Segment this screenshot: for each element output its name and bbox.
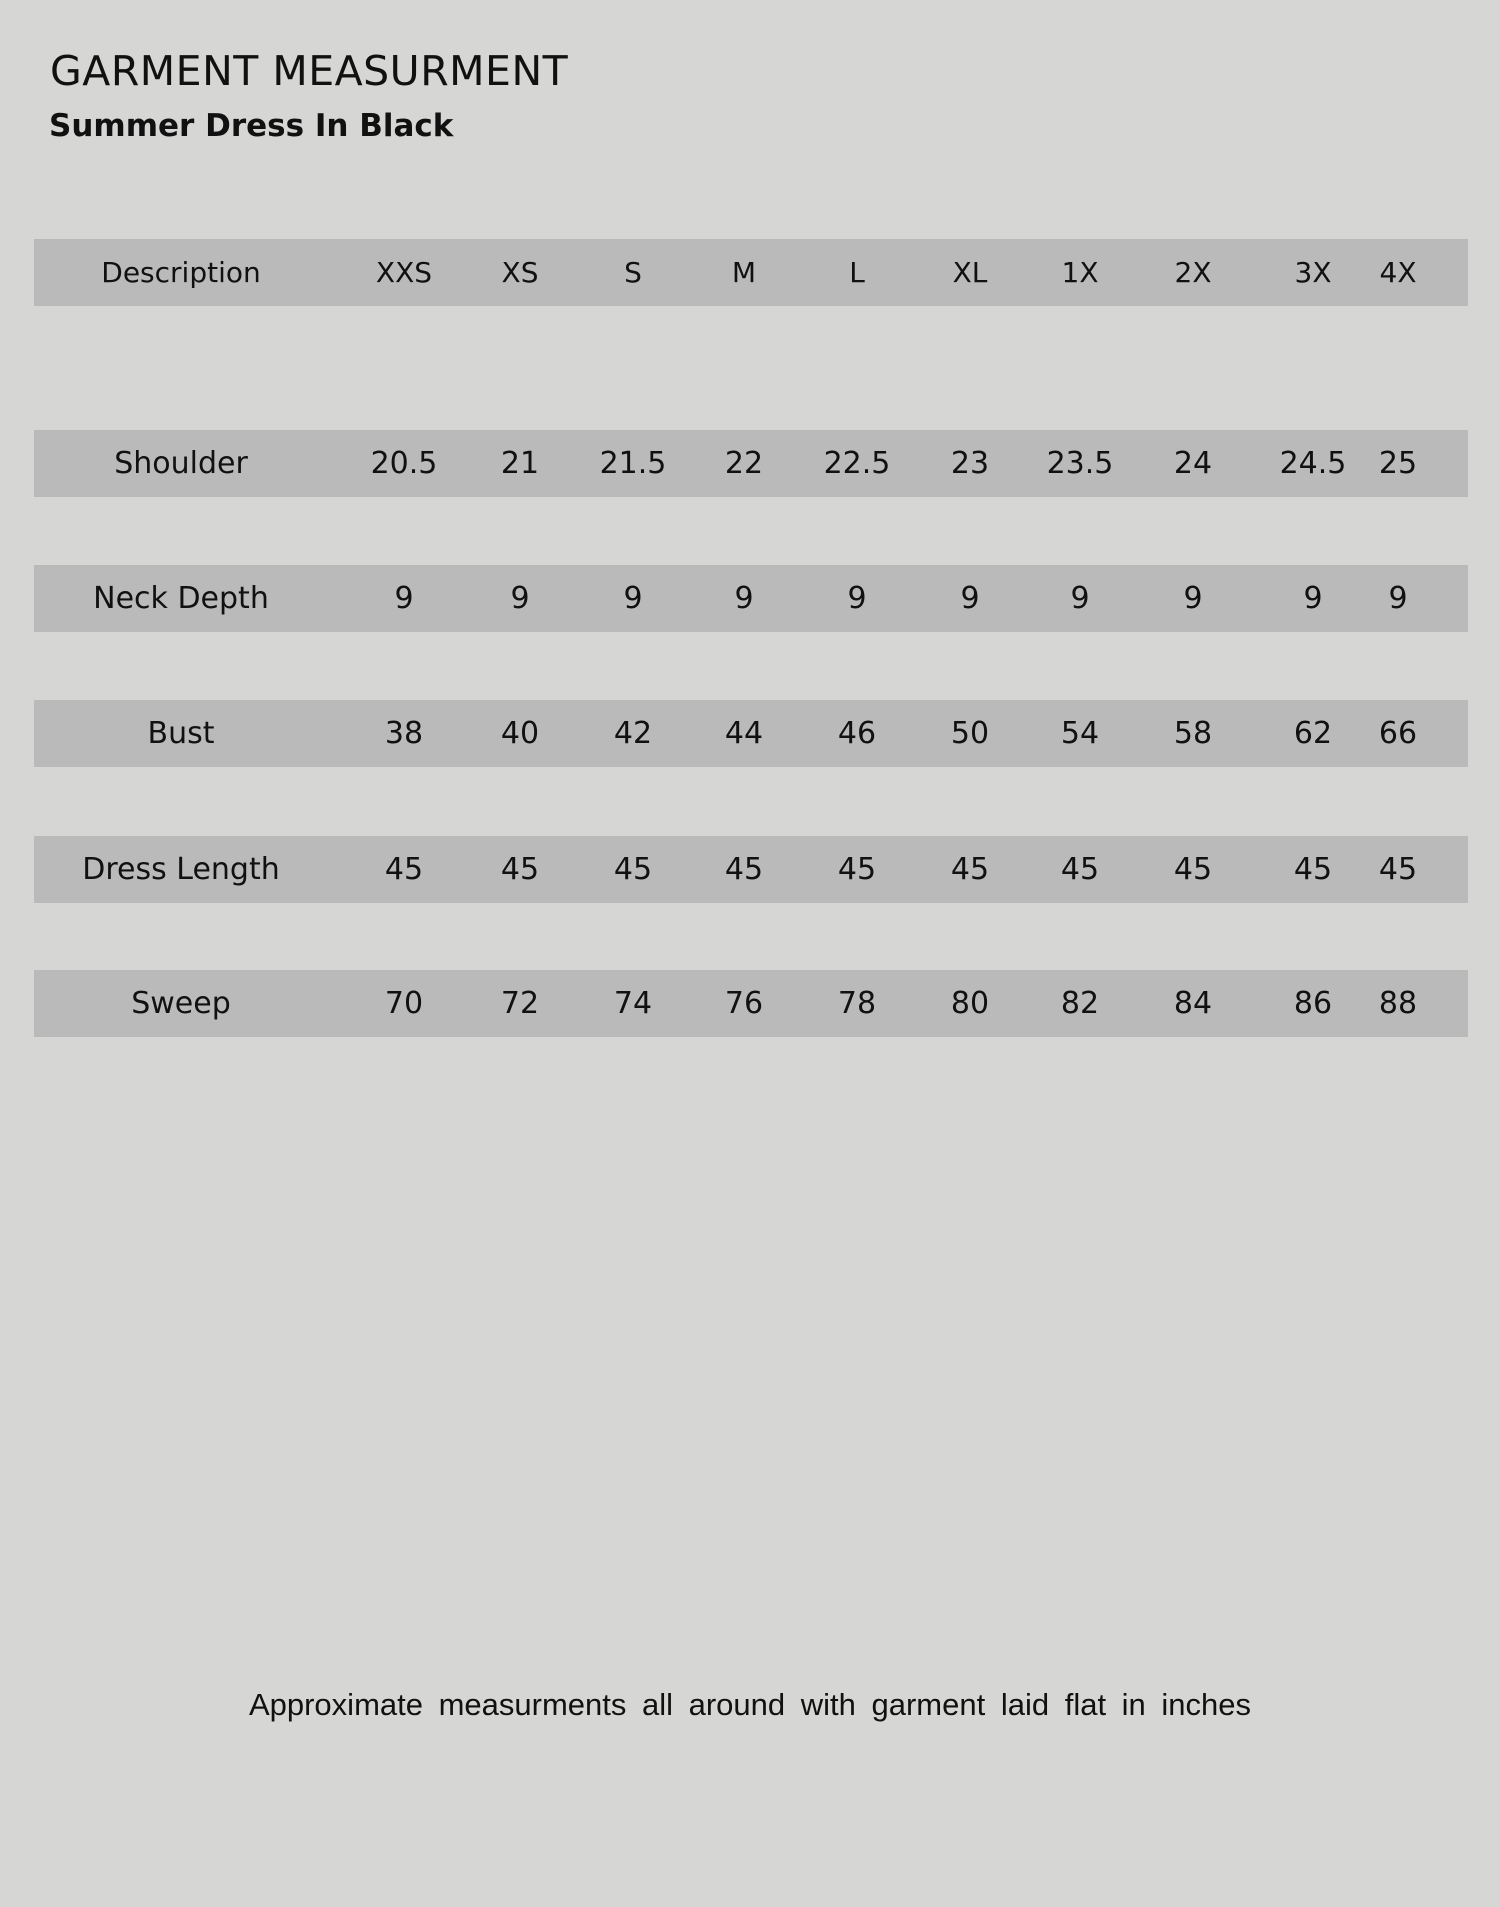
table-cell: 23.5: [1046, 446, 1114, 481]
table-cell: 45: [950, 852, 990, 887]
column-header-size: 2X: [1174, 256, 1212, 289]
table-cell: 84: [1173, 986, 1213, 1021]
table-cell: 45: [837, 852, 877, 887]
table-cell: 24.5: [1279, 446, 1347, 481]
table-cell: 70: [384, 986, 424, 1021]
table-cell: 86: [1293, 986, 1333, 1021]
table-cell: 21.5: [599, 446, 667, 481]
table-header-row: [34, 239, 1468, 306]
table-cell: 45: [1293, 852, 1333, 887]
table-cell: 9: [1183, 581, 1203, 616]
table-cell: 38: [384, 716, 424, 751]
table-cell: 74: [613, 986, 653, 1021]
table-cell: 9: [1303, 581, 1323, 616]
table-cell: 45: [1173, 852, 1213, 887]
table-cell: 9: [510, 581, 530, 616]
table-cell: 23: [950, 446, 990, 481]
column-header-size: 4X: [1379, 256, 1417, 289]
table-cell: 45: [1378, 852, 1418, 887]
table-cell: 9: [847, 581, 867, 616]
table-row-dress-length: [34, 836, 1468, 903]
table-cell: 62: [1293, 716, 1333, 751]
column-header-description: Description: [101, 256, 261, 289]
row-label: Sweep: [131, 986, 231, 1021]
table-cell: 24: [1173, 446, 1213, 481]
table-cell: 44: [724, 716, 764, 751]
table-cell: 9: [960, 581, 980, 616]
table-cell: 45: [724, 852, 764, 887]
table-cell: 9: [623, 581, 643, 616]
row-label: Dress Length: [82, 852, 280, 887]
table-cell: 88: [1378, 986, 1418, 1021]
table-row-bust: [34, 700, 1468, 767]
row-label: Neck Depth: [93, 581, 269, 616]
row-label: Bust: [147, 716, 215, 751]
table-cell: 42: [613, 716, 653, 751]
table-cell: 22.5: [823, 446, 891, 481]
table-cell: 80: [950, 986, 990, 1021]
size-chart-table: [34, 0, 1468, 1907]
table-cell: 66: [1378, 716, 1418, 751]
table-cell: 45: [1060, 852, 1100, 887]
column-header-size: S: [624, 256, 642, 289]
table-cell: 50: [950, 716, 990, 751]
column-header-size: 3X: [1294, 256, 1332, 289]
table-row-neck-depth: [34, 565, 1468, 632]
column-header-size: L: [849, 256, 865, 289]
table-cell: 54: [1060, 716, 1100, 751]
table-row-sweep: [34, 970, 1468, 1037]
table-cell: 9: [394, 581, 414, 616]
page-subtitle: Summer Dress In Black: [49, 108, 454, 144]
column-header-size: XS: [501, 256, 539, 289]
table-cell: 25: [1378, 446, 1418, 481]
page-title: GARMENT MEASURMENT: [50, 47, 569, 95]
column-header-size: M: [731, 256, 757, 289]
column-header-size: XL: [952, 256, 988, 289]
table-cell: 21: [500, 446, 540, 481]
table-cell: 58: [1173, 716, 1213, 751]
measurement-footnote: Approximate measurments all around with garment laid flat in inches: [248, 1687, 1252, 1722]
table-cell: 46: [837, 716, 877, 751]
table-cell: 72: [500, 986, 540, 1021]
table-cell: 45: [613, 852, 653, 887]
table-cell: 76: [724, 986, 764, 1021]
table-cell: 9: [1388, 581, 1408, 616]
table-cell: 45: [384, 852, 424, 887]
table-cell: 45: [500, 852, 540, 887]
table-cell: 9: [1070, 581, 1090, 616]
table-row-shoulder: [34, 430, 1468, 497]
table-cell: 20.5: [370, 446, 438, 481]
column-header-size: 1X: [1061, 256, 1099, 289]
table-cell: 82: [1060, 986, 1100, 1021]
column-header-size: XXS: [375, 256, 433, 289]
table-cell: 78: [837, 986, 877, 1021]
row-label: Shoulder: [114, 446, 248, 481]
table-cell: 40: [500, 716, 540, 751]
table-cell: 9: [734, 581, 754, 616]
table-cell: 22: [724, 446, 764, 481]
